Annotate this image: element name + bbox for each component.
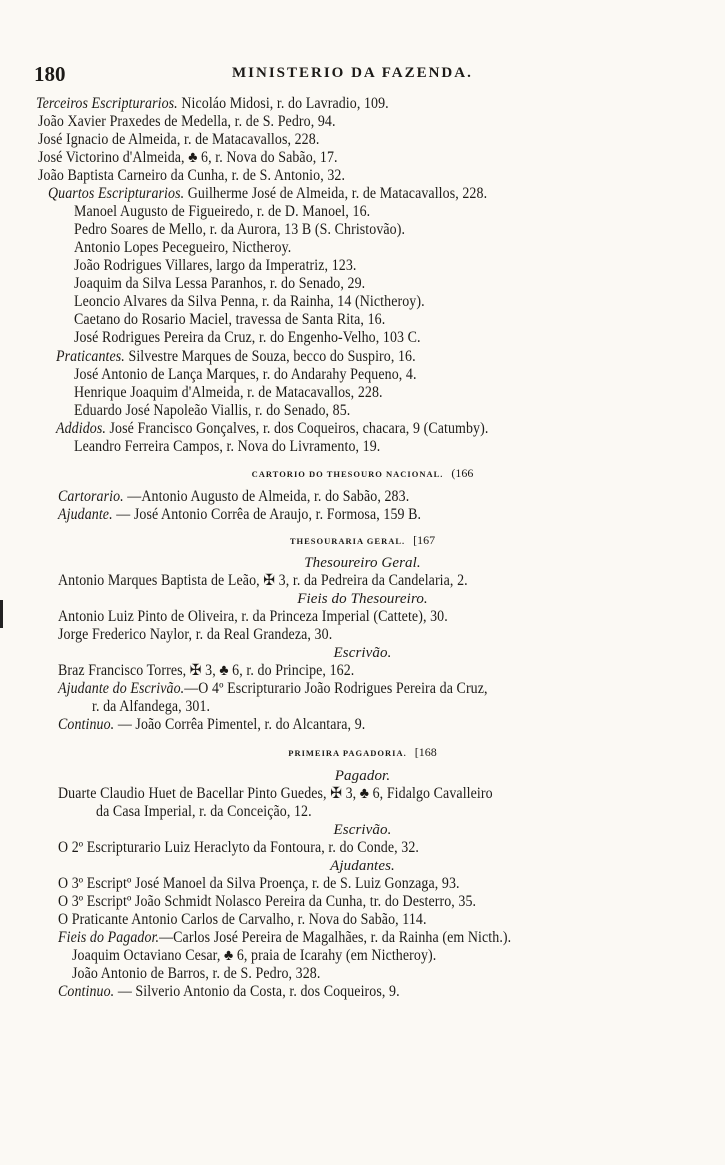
entry-text: O 3º Escriptº José Manoel da Silva Proença, r. de S. Luiz Gonzaga, 93. (58, 875, 460, 892)
entry-line (74, 402, 350, 420)
entry-line (38, 167, 345, 185)
entry-text: r. da Alfandega, 301. (92, 698, 211, 715)
entry-line (74, 438, 380, 456)
entry-label: Cartorario. (58, 488, 124, 505)
entry-text: Jorge Frederico Naylor, r. da Real Grandeza, 30. (58, 626, 333, 643)
labeled-entry (48, 185, 487, 203)
entry-line (74, 257, 356, 275)
section-heading-number: [168 (414, 745, 437, 759)
entry-text: O 3º Escriptº João Schmidt Nolasco Pereira da Cunha, tr. do Desterro, 35. (58, 893, 477, 910)
entry-text: Joaquim Octaviano Cesar, ♣ 6, praia de Icarahy (em Nictheroy). (72, 947, 437, 964)
entry-line (74, 366, 417, 384)
section-heading (0, 743, 725, 762)
entry-text: João Xavier Praxedes de Medella, r. de S. Pedro, 94. (38, 113, 336, 130)
entry-line (58, 785, 493, 803)
entry-label: Quartos Escripturarios. (48, 185, 185, 202)
entry-text: Antonio Luiz Pinto de Oliveira, r. da Princeza Imperial (Cattete), 30. (58, 608, 448, 625)
entry-text: José Antonio de Lança Marques, r. do Andarahy Pequeno, 4. (74, 366, 417, 383)
entry-line (58, 572, 468, 590)
section-heading-title: PRIMEIRA PAGADORIA. (288, 748, 407, 758)
role-heading: Pagador. (334, 768, 391, 784)
entry-line (58, 911, 427, 929)
entry-line (58, 875, 460, 893)
entry-line (74, 329, 421, 347)
entry-text: Antonio Lopes Pecegueiro, Nictheroy. (74, 239, 292, 256)
entry-line (74, 239, 291, 257)
entry-text: Leandro Ferreira Campos, r. Nova do Livramento, 19. (74, 438, 381, 455)
entry-line (74, 384, 383, 402)
labeled-entry (58, 716, 365, 734)
labeled-entry (58, 488, 409, 506)
entry-text: Nicoláo Midosi, r. do Lavradio, 109. (177, 95, 389, 112)
labeled-entry (56, 420, 488, 438)
entry-line (58, 662, 354, 680)
entry-text: José Francisco Gonçalves, r. dos Coqueiros, chacara, 9 (Catumby). (105, 420, 489, 437)
role-heading: Ajudantes. (330, 858, 395, 874)
entry-line (72, 947, 436, 965)
entry-text: Manoel Augusto de Figueiredo, r. de D. Manoel, 16. (74, 203, 371, 220)
entry-line (92, 698, 210, 716)
labeled-entry (58, 929, 511, 947)
entry-text: Eduardo José Napoleão Viallis, r. do Senado, 85. (74, 402, 351, 419)
entry-text: Antonio Marques Baptista de Leão, ✠ 3, r. da Pedreira da Candelaria, 2. (58, 572, 468, 589)
entry-text: Henrique Joaquim d'Almeida, r. de Matacavallos, 228. (74, 384, 383, 401)
labeled-entry (58, 983, 400, 1001)
entry-text: João Antonio de Barros, r. de S. Pedro, 328. (72, 965, 321, 982)
entry-label: Praticantes. (56, 348, 125, 365)
section-heading-title: THESOURARIA GERAL. (289, 536, 406, 546)
role-heading: Escrivão. (333, 822, 392, 838)
entry-text: O Praticante Antonio Carlos de Carvalho, r. Nova do Sabão, 114. (58, 911, 427, 928)
entry-text: —O 4º Escripturario João Rodrigues Pereira da Cruz, (184, 680, 488, 697)
entry-line (58, 608, 448, 626)
section-heading (0, 531, 725, 550)
entry-line (74, 221, 405, 239)
entry-text: Duarte Claudio Huet de Bacellar Pinto Guedes, ✠ 3, ♣ 6, Fidalgo Cavalleiro (58, 785, 493, 802)
role-heading: Escrivão. (333, 645, 392, 661)
entry-text: Braz Francisco Torres, ✠ 3, ♣ 6, r. do Principe, 162. (58, 662, 355, 679)
role-heading: Fieis do Thesoureiro. (297, 591, 428, 607)
entry-text: João Rodrigues Villares, largo da Imperatriz, 123. (74, 257, 357, 274)
entry-line (38, 113, 336, 131)
entry-text: José Ignacio de Almeida, r. de Matacavallos, 228. (38, 131, 320, 148)
entry-label: Ajudante do Escrivão. (58, 680, 185, 697)
role-heading: Thesoureiro Geral. (304, 555, 421, 571)
entry-line (58, 626, 332, 644)
entry-text: José Victorino d'Almeida, ♣ 6, r. Nova do Sabão, 17. (38, 149, 338, 166)
entry-text: — Silverio Antonio da Costa, r. dos Coqueiros, 9. (114, 983, 400, 1000)
entry-line (38, 131, 319, 149)
entry-line (58, 893, 476, 911)
entry-line (72, 965, 320, 983)
entry-line (38, 149, 338, 167)
labeled-entry (58, 680, 488, 698)
entry-line (58, 839, 419, 857)
entry-label: Continuo. (58, 983, 115, 1000)
entry-text: Pedro Soares de Mello, r. da Aurora, 13 B (S. Christovão). (74, 221, 406, 238)
entry-text: Guilherme José de Almeida, r. de Matacavallos, 228. (184, 185, 488, 202)
labeled-entry (58, 506, 421, 524)
entry-label: Addidos. (56, 420, 106, 437)
entry-line (96, 803, 312, 821)
entry-text: — João Corrêa Pimentel, r. do Alcantara, 9. (114, 716, 366, 733)
entry-line (74, 311, 385, 329)
section-heading (0, 464, 725, 483)
section-heading-number: (166 (451, 466, 474, 480)
entry-text: —Antonio Augusto de Almeida, r. do Sabão, 283. (123, 488, 410, 505)
entry-text: João Baptista Carneiro da Cunha, r. de S. Antonio, 32. (38, 167, 346, 184)
entry-line (74, 203, 370, 221)
entry-label: Ajudante. (58, 506, 113, 523)
entry-text: Joaquim da Silva Lessa Paranhos, r. do Senado, 29. (74, 275, 366, 292)
section-heading-title: CARTORIO DO THESOURO NACIONAL. (251, 469, 444, 479)
entry-text: da Casa Imperial, r. da Conceição, 12. (96, 803, 312, 820)
entry-text: —Carlos José Pereira de Magalhães, r. da Rainha (em Nicth.). (159, 929, 512, 946)
entry-line (74, 275, 365, 293)
entry-label: Fieis do Pagador. (58, 929, 160, 946)
entry-text: — José Antonio Corrêa de Araujo, r. Formosa, 159 B. (112, 506, 422, 523)
entry-text: Caetano do Rosario Maciel, travessa de Santa Rita, 16. (74, 311, 386, 328)
entry-label: Continuo. (58, 716, 115, 733)
entry-line (74, 293, 425, 311)
labeled-entry (36, 95, 389, 113)
entry-label: Terceiros Escripturarios. (36, 95, 178, 112)
page-number: 180 (34, 62, 66, 86)
entry-text: Silvestre Marques de Souza, becco do Suspiro, 16. (124, 348, 416, 365)
entry-text: O 2º Escripturario Luiz Heraclyto da Fontoura, r. do Conde, 32. (58, 839, 419, 856)
entry-text: José Rodrigues Pereira da Cruz, r. do Engenho-Velho, 103 C. (74, 329, 421, 346)
entry-text: Leoncio Alvares da Silva Penna, r. da Rainha, 14 (Nictheroy). (74, 293, 425, 310)
labeled-entry (56, 348, 416, 366)
page-header (34, 62, 694, 84)
page-title: MINISTERIO DA FAZENDA. (232, 65, 473, 81)
section-heading-number: [167 (413, 533, 436, 547)
